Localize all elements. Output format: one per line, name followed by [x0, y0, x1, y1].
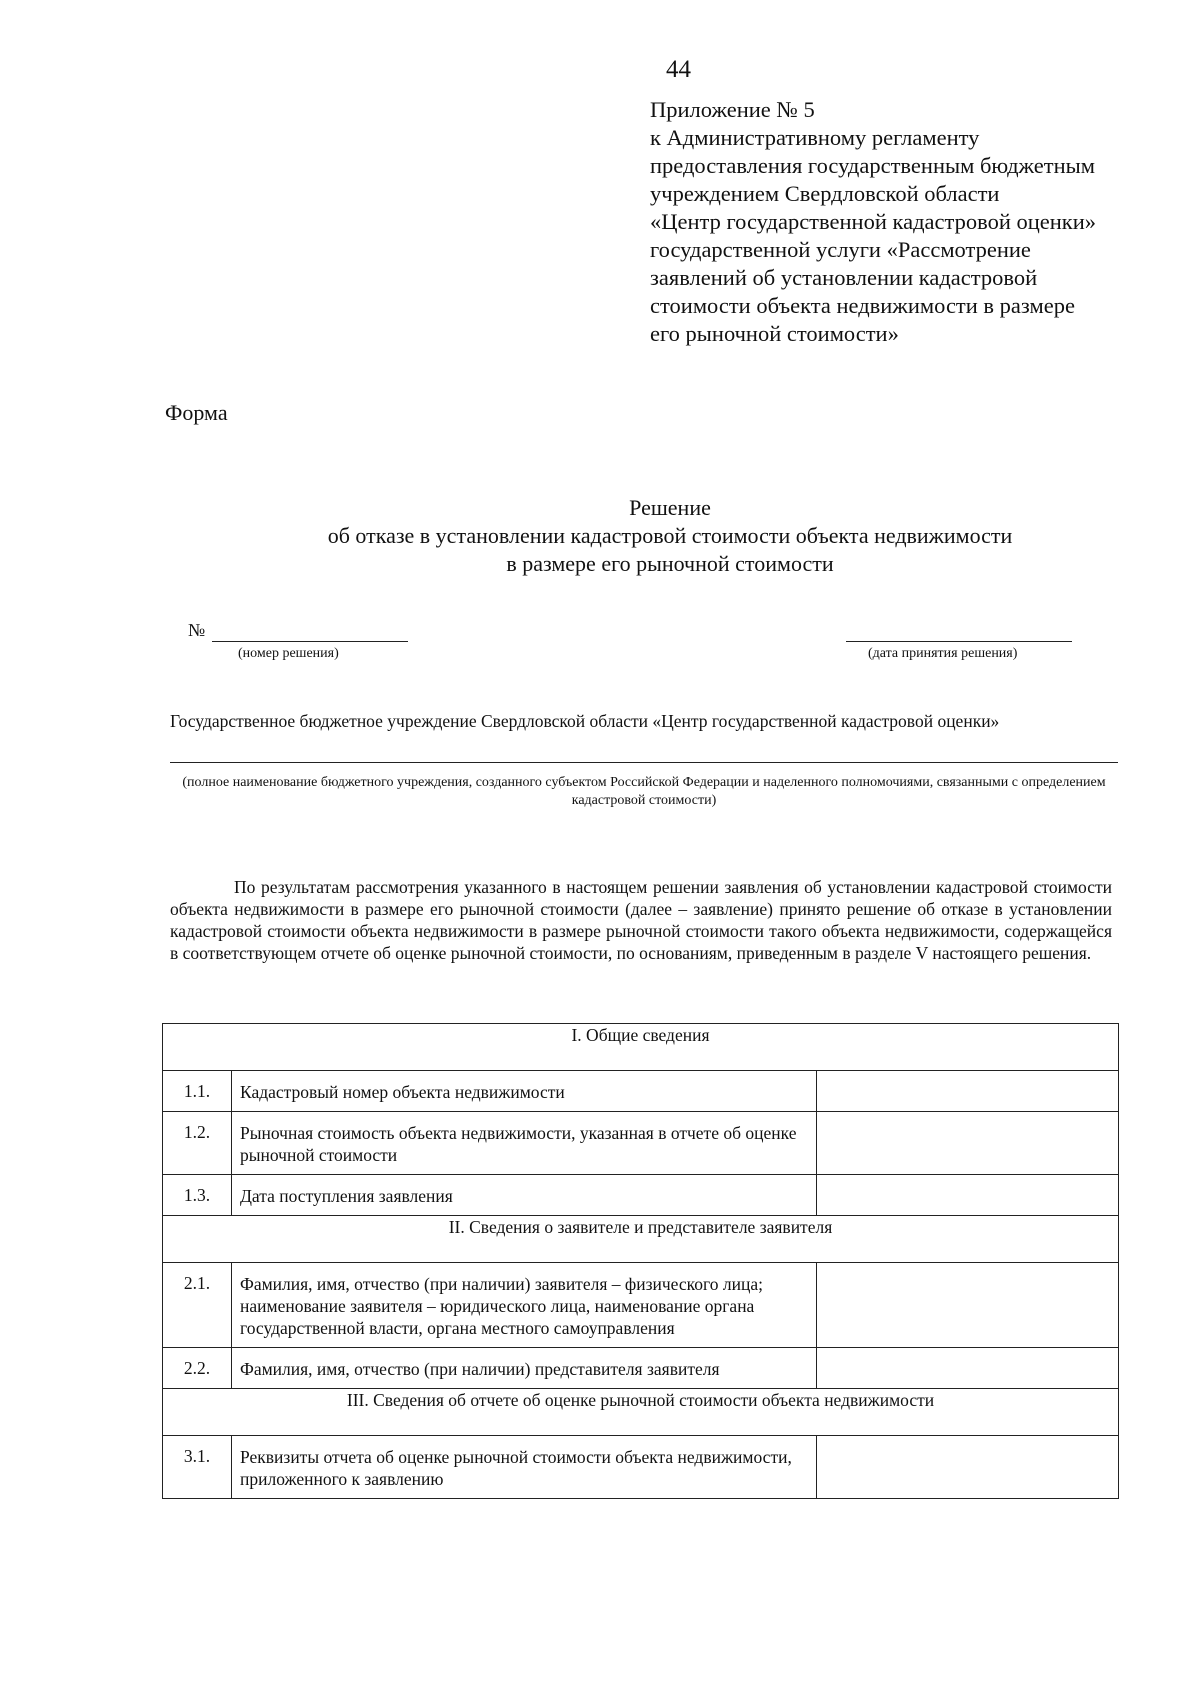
- row-number: 2.1.: [163, 1263, 232, 1348]
- page-number: 44: [666, 56, 691, 83]
- table-row: [163, 1348, 1119, 1389]
- decision-number-caption: (номер решения): [238, 646, 339, 661]
- document-title: [0, 494, 1200, 578]
- organization-caption: (полное наименование бюджетного учреждения, созданного субъектом Российской Федерации и наделенного полномочиями, связанными с определением кадастровой стоимости): [182, 775, 1106, 808]
- appendix-header: [650, 96, 1170, 348]
- appendix-line: его рыночной стоимости»: [650, 321, 899, 346]
- appendix-line: заявлений об установлении кадастровой: [650, 265, 1038, 290]
- appendix-line: предоставления государственным бюджетным: [650, 153, 1095, 178]
- section-row: [163, 1389, 1119, 1436]
- row-label: Реквизиты отчета об оценке рыночной стоимости объекта недвижимости, приложенного к заявлению: [232, 1436, 817, 1499]
- decision-body-text: По результатам рассмотрения указанного в настоящем решении заявления об установлении кадастровой стоимости объекта недвижимости в размере его рыночной стоимости (далее – заявление) принято решение об отказе в установлении кадастровой стоимости объекта недвижимости в размере рыночной стоимости такого объекта недвижимости, содержащейся в соответствующем отчете об оценке рыночной стоимости, по основаниям, приведенным в разделе V настоящего решения.: [170, 877, 1112, 963]
- appendix-line: стоимости объекта недвижимости в размере: [650, 293, 1075, 318]
- decision-table: [162, 1023, 1119, 1499]
- title-line: Решение: [629, 495, 711, 520]
- table-row: [163, 1071, 1119, 1112]
- row-number: 3.1.: [163, 1436, 232, 1499]
- section-title: II. Сведения о заявителе и представителе заявителя: [163, 1216, 1119, 1263]
- table-row: [163, 1436, 1119, 1499]
- row-value-cell[interactable]: [817, 1263, 1119, 1348]
- row-label: Фамилия, имя, отчество (при наличии) представителя заявителя: [232, 1348, 817, 1389]
- title-line: в размере его рыночной стоимости: [506, 551, 834, 576]
- form-label: Форма: [165, 400, 228, 425]
- row-value-cell[interactable]: [817, 1112, 1119, 1175]
- row-value-cell[interactable]: [817, 1071, 1119, 1112]
- decision-date-field[interactable]: [846, 641, 1072, 642]
- decision-date-caption: (дата принятия решения): [868, 646, 1018, 661]
- appendix-line: к Административному регламенту: [650, 125, 980, 150]
- row-number: 2.2.: [163, 1348, 232, 1389]
- appendix-line: «Центр государственной кадастровой оценки»: [650, 209, 1097, 234]
- table-row: [163, 1263, 1119, 1348]
- appendix-line: государственной услуги «Рассмотрение: [650, 237, 1031, 262]
- row-label: Фамилия, имя, отчество (при наличии) заявителя – физического лица; наименование заявителя – юридического лица, наименование органа государственной власти, органа местного самоуправления: [232, 1263, 817, 1348]
- row-value-cell[interactable]: [817, 1348, 1119, 1389]
- section-title: III. Сведения об отчете об оценке рыночной стоимости объекта недвижимости: [163, 1389, 1119, 1436]
- row-label: Кадастровый номер объекта недвижимости: [232, 1071, 817, 1112]
- row-number: 1.1.: [163, 1071, 232, 1112]
- section-row: [163, 1216, 1119, 1263]
- row-number: 1.2.: [163, 1112, 232, 1175]
- row-value-cell[interactable]: [817, 1436, 1119, 1499]
- row-value-cell[interactable]: [817, 1175, 1119, 1216]
- decision-number-field[interactable]: [212, 641, 408, 642]
- organization-underline: [170, 762, 1118, 763]
- number-sign: №: [188, 620, 206, 640]
- row-label: Дата поступления заявления: [232, 1175, 817, 1216]
- appendix-line: Приложение № 5: [650, 97, 815, 122]
- table-row: [163, 1112, 1119, 1175]
- title-line: об отказе в установлении кадастровой стоимости объекта недвижимости: [327, 523, 1013, 548]
- appendix-line: учреждением Свердловской области: [650, 181, 1000, 206]
- organization-name: Государственное бюджетное учреждение Свердловской области «Центр государственной кадастровой оценки»: [170, 711, 1000, 731]
- row-number: 1.3.: [163, 1175, 232, 1216]
- section-title: I. Общие сведения: [163, 1024, 1119, 1071]
- section-row: [163, 1024, 1119, 1071]
- row-label: Рыночная стоимость объекта недвижимости, указанная в отчете об оценке рыночной стоимости: [232, 1112, 817, 1175]
- table-row: [163, 1175, 1119, 1216]
